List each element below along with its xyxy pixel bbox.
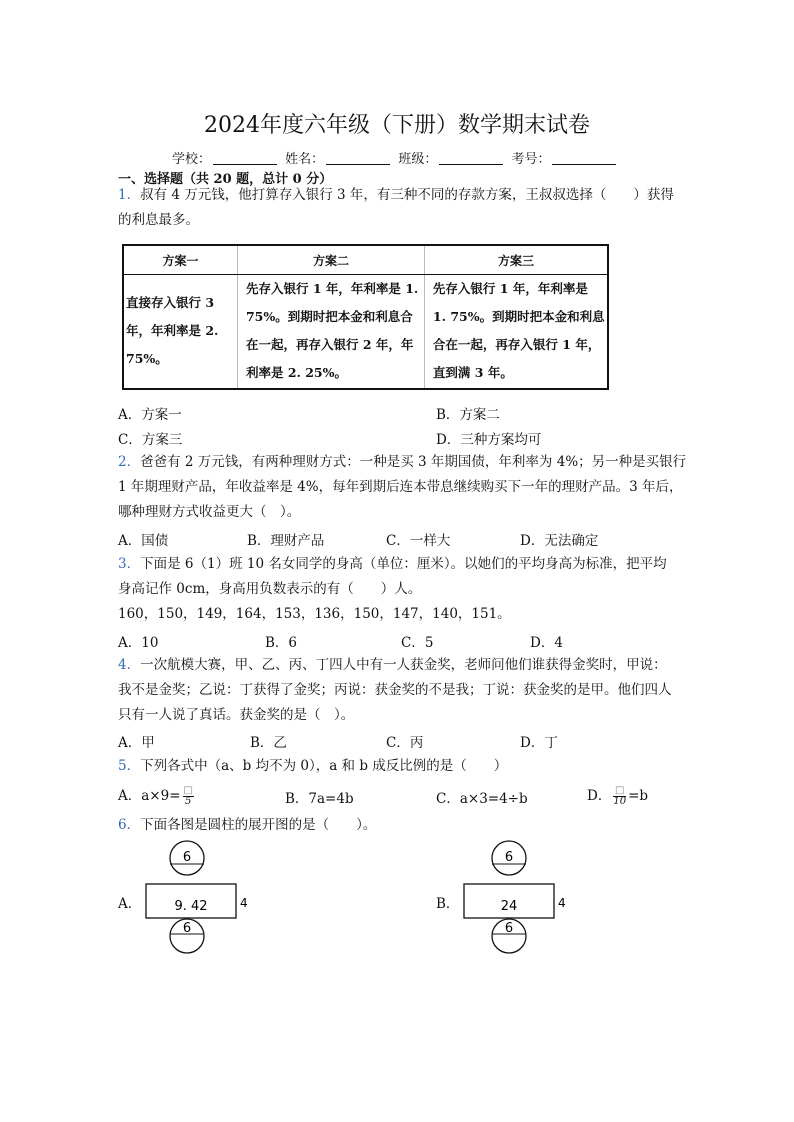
option-a[interactable]: A．10	[118, 635, 159, 651]
rect-label: 9. 42	[174, 899, 208, 914]
question-1-line-2: 的利息最多。	[118, 212, 199, 228]
option-c[interactable]: C．方案三	[118, 432, 183, 448]
question-4-line-1: 4．一次航模大赛，甲、乙、丙、丁四人中有一人获金奖，老师问他们谁获得金奖时，甲说：	[118, 657, 667, 673]
rect-label: 24	[500, 899, 518, 914]
question-number: 4．	[118, 657, 141, 673]
section-heading: 一、选择题（共 20 题，总计 0 分）	[118, 172, 333, 187]
class-blank[interactable]	[439, 152, 503, 165]
name-blank[interactable]	[326, 152, 390, 165]
question-number: 3．	[118, 556, 141, 572]
option-c[interactable]: C．丙	[386, 735, 424, 751]
option-a[interactable]: A．方案一	[118, 407, 182, 423]
cylinder-net-a[interactable]	[140, 840, 250, 970]
question-4-line-3: 只有一人说了真话。获金奖的是（ ）。	[118, 707, 355, 723]
bottom-circle-label: 6	[182, 921, 192, 936]
question-2-line-1: 2．爸爸有 2 万元钱，有两种理财方式：一种是买 3 年期国债，年利率为 4%；另一种是买银行	[118, 454, 687, 470]
table-header: 方案三	[424, 245, 608, 275]
option-d[interactable]: D． $\frac{□}{10}$ =b	[587, 785, 649, 807]
table-cell: 先存入银行 1 年，年利率是 1. 75%。到期时把本金和利息合在一起，再存入银行 1 年，直到满 3 年。	[424, 275, 608, 389]
question-2-line-3: 哪种理财方式收益更大（ ）。	[118, 504, 301, 520]
fraction: $\frac{□}{5}$	[183, 785, 193, 807]
table-header: 方案二	[237, 245, 424, 275]
question-1-line-1: 1．叔有 4 万元钱，他打算存入银行 3 年，有三种不同的存款方案，王叔叔选择（ ）获得	[118, 187, 674, 203]
top-circle-label: 6	[504, 850, 514, 865]
name-label: 姓名：	[285, 152, 325, 167]
school-blank[interactable]	[213, 152, 277, 165]
exam-no-blank[interactable]	[552, 152, 616, 165]
question-5-line-1: 5．下列各式中（a、b 均不为 0），a 和 b 成反比例的是（ ）	[118, 758, 508, 774]
bottom-circle-label: 6	[504, 921, 514, 936]
option-a-label[interactable]: A．	[118, 896, 142, 912]
question-3-line-3: 160，150，149，164，153，136，150，147，140，151。	[118, 606, 511, 622]
class-label: 班级：	[398, 152, 438, 167]
cylinder-net-b[interactable]	[458, 840, 568, 970]
option-d[interactable]: D．丁	[520, 735, 558, 751]
page-title: 2024年度六年级（下册）数学期末试卷	[204, 113, 590, 138]
option-c[interactable]: C．一样大	[386, 533, 451, 549]
option-c[interactable]: C．a×3=4÷b	[436, 791, 528, 807]
option-c[interactable]: C．5	[401, 635, 434, 651]
table-header: 方案一	[123, 245, 237, 275]
top-circle-label: 6	[182, 850, 192, 865]
option-b[interactable]: B．7a=4b	[285, 791, 354, 807]
fraction: $\frac{□}{10}$	[613, 785, 627, 807]
question-4-line-2: 我不是金奖；乙说：丁获得了金奖；丙说：获金奖的不是我；丁说：获金奖的是甲。他们四人	[118, 682, 672, 698]
table-cell: 先存入银行 1 年，年利率是 1. 75%。到期时把本金和利息合在一起，再存入银行 2 年，年利率是 2. 25%。	[237, 275, 424, 389]
side-label: 4	[240, 896, 248, 910]
option-a[interactable]: A．国债	[118, 533, 169, 549]
school-label: 学校：	[172, 152, 212, 167]
student-info	[172, 148, 620, 167]
exam-no-label: 考号：	[511, 152, 551, 167]
option-b[interactable]: B．6	[265, 635, 298, 651]
option-a[interactable]: A．a×9= $\frac{□}{5}$	[118, 785, 193, 807]
table-cell: 直接存入银行 3 年，年利率是 2. 75%。	[123, 275, 237, 389]
option-b-label[interactable]: B．	[436, 896, 460, 912]
question-3-line-2: 身高记作 0cm，身高用负数表示的有（ ）人。	[118, 581, 422, 597]
option-d[interactable]: D．4	[530, 635, 563, 651]
question-number: 6．	[118, 817, 141, 833]
option-b[interactable]: B．方案二	[436, 407, 500, 423]
option-a[interactable]: A．甲	[118, 735, 155, 751]
question-3-line-1: 3．下面是 6（1）班 10 名女同学的身高（单位：厘米）。以她们的平均身高为标准，把平均	[118, 556, 667, 572]
question-number: 5．	[118, 758, 141, 774]
option-b[interactable]: B．理财产品	[247, 533, 325, 549]
option-d[interactable]: D．无法确定	[520, 533, 599, 549]
side-label: 4	[558, 896, 566, 910]
question-2-line-2: 1 年期理财产品，年收益率是 4%，每年到期后连本带息继续购买下一年的理财产品。3 年后，	[118, 479, 683, 495]
question-number: 2．	[118, 454, 141, 470]
option-d[interactable]: D．三种方案均可	[436, 432, 542, 448]
option-b[interactable]: B．乙	[250, 735, 287, 751]
plan-table	[122, 244, 609, 390]
question-number: 1．	[118, 187, 141, 203]
question-6-line-1: 6．下面各图是圆柱的展开图的是（ ）。	[118, 817, 377, 833]
